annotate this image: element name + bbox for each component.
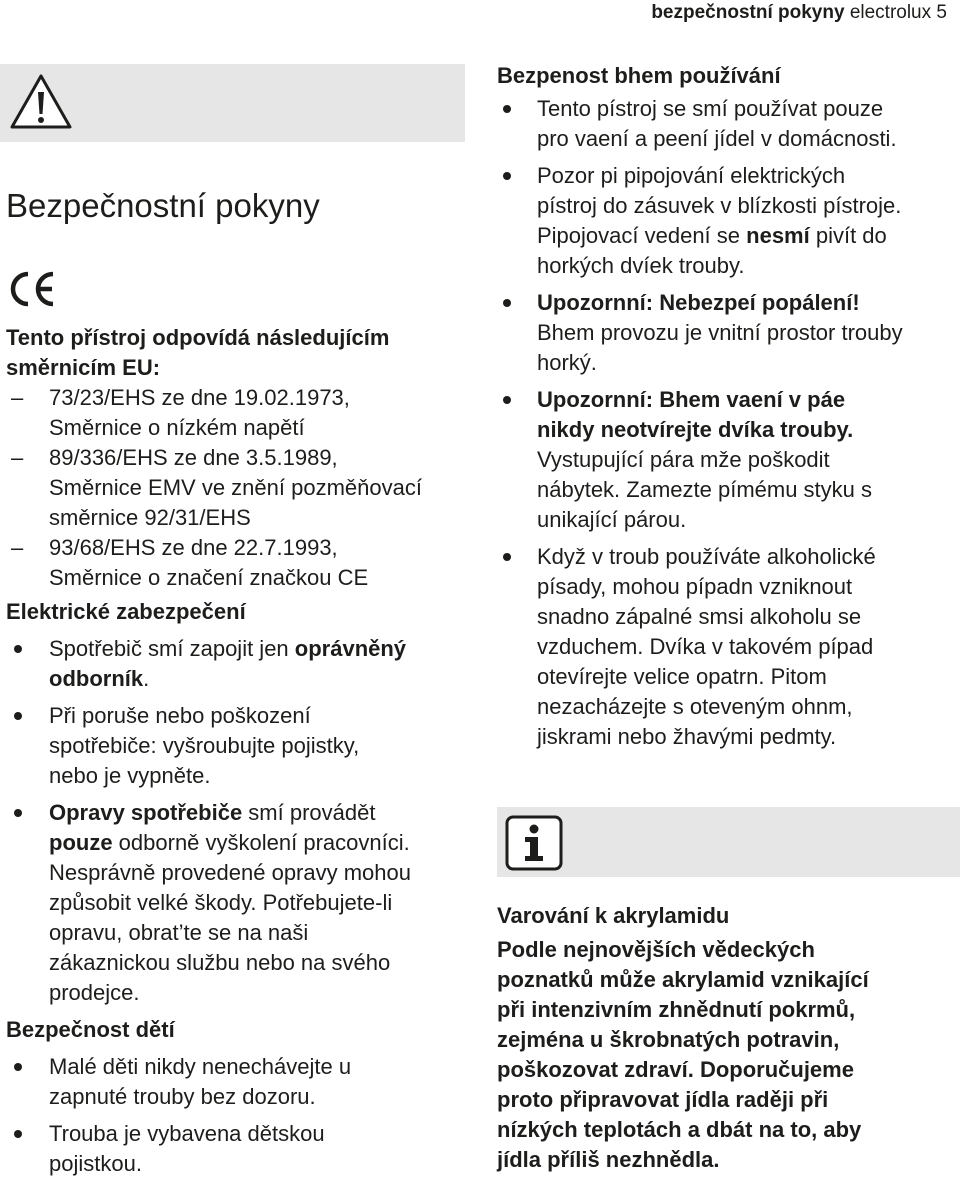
- child-safety-list: [6, 1052, 470, 1179]
- electrical-heading: Elektrické zabezpečení: [6, 599, 246, 624]
- list-item: Pozor pi pipojování elektrických pístroj do zásuvek v blízkosti pístroje. Pipojovací vedení se nesmí pivít do horkých dvíek trouby.: [497, 161, 960, 281]
- list-item: Při poruše nebo poškození spotřebiče: vyšroubujte pojistky, nebo je vypněte.: [6, 701, 470, 791]
- list-item: Tento pístroj se smí používat pouze pro vaení a peení jídel v domácnosti.: [497, 94, 960, 154]
- list-item: Upozornní: Nebezpeí popálení! Bhem provozu je vnitní prostor trouby horký.: [497, 288, 960, 378]
- page-header: [651, 2, 947, 24]
- usage-safety-heading: Bezpenost bhem používání: [497, 63, 781, 88]
- info-banner: [497, 807, 960, 877]
- acrylamide-heading: Varování k akrylamidu: [497, 903, 730, 928]
- list-item: Upozornní: Bhem vaení v páe nikdy neotvírejte dvíka trouby. Vystupující pára mže poškodit nábytek. Zamezte pímému styku s unikající párou.: [497, 385, 960, 535]
- list-item: Když v troub používáte alkoholické písady, mohou pípadn vzniknout snadno zápalné smsi alkoholu se vzduchem. Dvíka v takovém pípad otevírejte velice opatrn. Pitom nezacházejte s oteveným ohnm, jiskrami nebo žhavými pedmty.: [497, 542, 960, 752]
- child-safety-heading: Bezpečnost dětí: [6, 1017, 175, 1042]
- directives-heading: Tento přístroj odpovídá následujícím směrnicím EU:: [6, 325, 390, 380]
- list-item: Spotřebič smí zapojit jen oprávněný odborník.: [6, 634, 470, 694]
- acrylamide-text: Podle nejnovějších vědeckých poznatků může akrylamid vznikající při intenzivním zhnědnutí pokrmů, zejména u škrobnatých potravin, poškozovat zdraví. Doporučujeme proto připravovat jídla raději při nízkých teplotách a dbát na to, aby jídla příliš nezhnědla.: [497, 937, 869, 1172]
- header-brand: electrolux: [849, 2, 932, 23]
- directives-section: [6, 323, 470, 593]
- acrylamide-section: [497, 901, 960, 1175]
- list-item: – 93/68/EHS ze dne 22.7.1993, Směrnice o značení značkou CE: [6, 533, 470, 593]
- list-item: Trouba je vybavena dětskou pojistkou.: [6, 1119, 470, 1179]
- page-number: 5: [936, 2, 947, 23]
- list-item: Malé děti nikdy nenechávejte u zapnuté trouby bez dozoru.: [6, 1052, 470, 1112]
- list-item: – 73/23/EHS ze dne 19.02.1973, Směrnice o nízkém napětí: [6, 383, 470, 443]
- info-icon: [505, 815, 563, 871]
- electrical-list: [6, 634, 470, 1008]
- ce-mark-icon: [6, 268, 58, 310]
- page-title: Bezpečnostní pokyny: [6, 187, 320, 224]
- usage-safety-section: [497, 61, 960, 759]
- usage-safety-list: [497, 94, 960, 752]
- child-safety-section: [6, 1015, 470, 1186]
- list-item: – 89/336/EHS ze dne 3.5.1989, Směrnice EMV ve znění pozměňovací směrnice 92/31/EHS: [6, 443, 470, 533]
- electrical-section: [6, 597, 470, 1015]
- header-title: bezpečnostní pokyny: [651, 2, 845, 23]
- list-item: Opravy spotřebiče smí provádět pouze odborně vyškolení pracovníci. Nesprávně provedené opravy mohou způsobit velké škody. Potřebujete-li opravu, obrat’te se na naši zákaznickou službu nebo na svého prodejce.: [6, 798, 470, 1008]
- warning-triangle-icon: [8, 72, 74, 132]
- directives-list: [6, 383, 470, 593]
